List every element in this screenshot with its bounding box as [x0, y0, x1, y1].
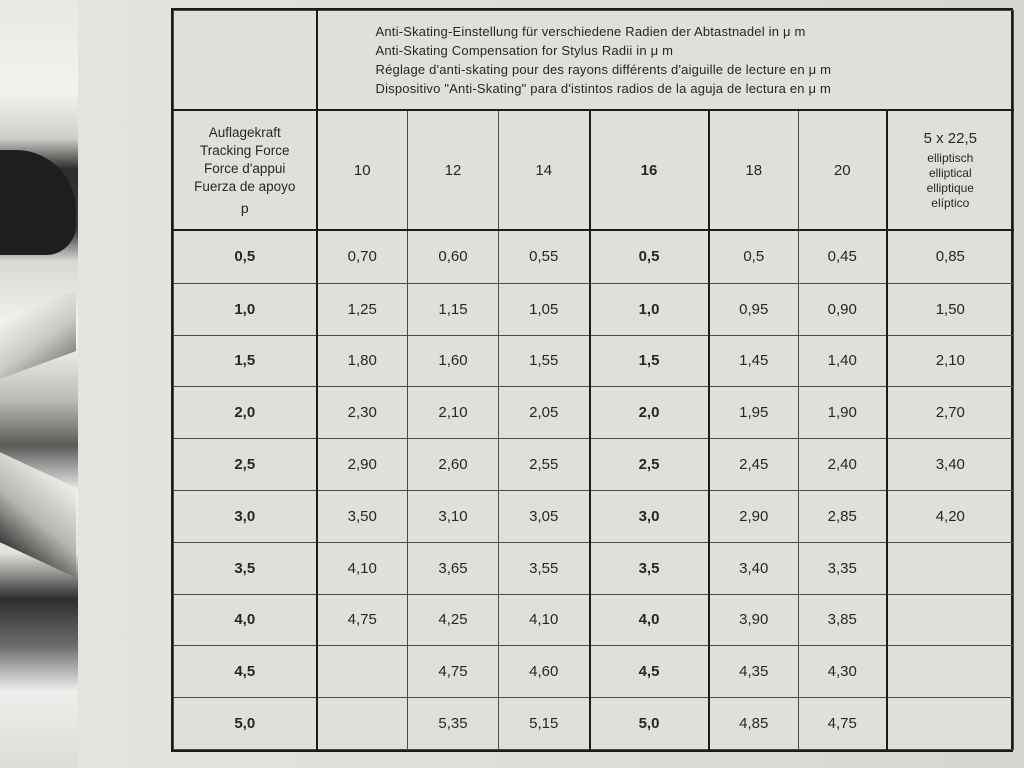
photo-highlight-shape: [0, 291, 76, 379]
table-title: [317, 11, 1014, 111]
anti-skating-grid: [173, 10, 1014, 750]
force-header-fr: Force d'appui: [204, 160, 286, 176]
value-cell: 3,90: [709, 594, 799, 646]
force-cell: 1,5: [174, 335, 317, 387]
value-cell: 2,90: [709, 490, 799, 542]
value-cell: 3,5: [590, 542, 709, 594]
value-cell: 3,10: [408, 490, 499, 542]
force-header-es: Fuerza de apoyo: [194, 178, 296, 194]
force-cell: 2,0: [174, 387, 317, 439]
table-row: [174, 594, 1014, 646]
value-cell: 0,45: [799, 230, 887, 283]
title-line-de: Anti-Skating-Einstellung für verschiedene Radien der Abtastnadel in μ m: [375, 24, 806, 39]
force-cell: 0,5: [174, 230, 317, 283]
value-cell: 4,60: [499, 646, 590, 698]
force-cell: 4,0: [174, 594, 317, 646]
force-header-en: Tracking Force: [199, 142, 290, 158]
value-cell: 0,60: [408, 230, 499, 283]
elliptical-label-en: elliptical: [928, 165, 972, 180]
anti-skating-table: [171, 8, 1013, 752]
value-cell: 4,0: [590, 594, 709, 646]
value-cell: 0,90: [799, 283, 887, 335]
value-cell: 0,95: [709, 283, 799, 335]
value-cell: 2,0: [590, 387, 709, 439]
value-cell: 1,0: [590, 283, 709, 335]
title-line-es: Dispositivo "Anti-Skating" para d'istintos radios de la aguja de lectura en μ m: [375, 81, 832, 96]
value-cell: 2,05: [499, 387, 590, 439]
value-cell: 2,55: [499, 439, 590, 491]
value-cell: 3,55: [499, 542, 590, 594]
value-cell: 2,70: [887, 387, 1014, 439]
value-cell: 4,10: [499, 594, 590, 646]
elliptical-header: [887, 110, 1014, 230]
value-cell: 3,35: [799, 542, 887, 594]
value-cell: 1,90: [799, 387, 887, 439]
value-cell: 1,5: [590, 335, 709, 387]
corner-cell: [174, 11, 317, 111]
value-cell: 1,40: [799, 335, 887, 387]
value-cell: 4,75: [799, 698, 887, 750]
elliptical-label-es: elíptico: [931, 195, 970, 210]
elliptical-size: 5 x 22,5: [923, 129, 977, 147]
value-cell: [887, 594, 1014, 646]
elliptical-label-de: elliptisch: [927, 150, 974, 165]
force-cell: 4,5: [174, 646, 317, 698]
radius-header-14: 14: [499, 110, 590, 230]
value-cell: [887, 698, 1014, 750]
value-cell: 1,45: [709, 335, 799, 387]
table-row: [174, 646, 1014, 698]
printed-page: [78, 0, 1024, 768]
value-cell: 3,40: [887, 439, 1014, 491]
value-cell: 1,95: [709, 387, 799, 439]
value-cell: 4,75: [408, 646, 499, 698]
radius-header-10: 10: [317, 110, 408, 230]
value-cell: [887, 646, 1014, 698]
radius-header-16: 16: [590, 110, 709, 230]
table-row: [174, 439, 1014, 491]
value-cell: 3,85: [799, 594, 887, 646]
value-cell: 1,60: [408, 335, 499, 387]
table-row: [174, 542, 1014, 594]
elliptical-label-fr: elliptique: [926, 180, 974, 195]
table-row: [174, 387, 1014, 439]
value-cell: 3,65: [408, 542, 499, 594]
value-cell: 5,35: [408, 698, 499, 750]
title-row: [174, 11, 1014, 111]
value-cell: 2,40: [799, 439, 887, 491]
table-row: [174, 490, 1014, 542]
value-cell: 1,80: [317, 335, 408, 387]
value-cell: 1,25: [317, 283, 408, 335]
value-cell: 1,50: [887, 283, 1014, 335]
value-cell: 2,60: [408, 439, 499, 491]
force-cell: 2,5: [174, 439, 317, 491]
photo-highlight-shape: [0, 452, 76, 577]
value-cell: 5,0: [590, 698, 709, 750]
force-cell: 1,0: [174, 283, 317, 335]
force-cell: 3,5: [174, 542, 317, 594]
value-cell: 0,5: [590, 230, 709, 283]
radius-header-18: 18: [709, 110, 799, 230]
value-cell: 4,75: [317, 594, 408, 646]
table-row: [174, 230, 1014, 283]
force-header-de: Auflagekraft: [208, 124, 281, 140]
force-cell: 5,0: [174, 698, 317, 750]
tracking-force-header: [174, 110, 317, 230]
value-cell: 0,55: [499, 230, 590, 283]
force-unit: p: [240, 199, 249, 216]
title-line-en: Anti-Skating Compensation for Stylus Radii in μ m: [375, 43, 674, 58]
value-cell: 3,0: [590, 490, 709, 542]
radius-header-12: 12: [408, 110, 499, 230]
value-cell: 2,30: [317, 387, 408, 439]
value-cell: 3,05: [499, 490, 590, 542]
title-line-fr: Réglage d'anti-skating pour des rayons différents d'aiguille de lecture en μ m: [375, 62, 832, 77]
column-header-row: [174, 110, 1014, 230]
value-cell: [317, 698, 408, 750]
radius-header-20: 20: [799, 110, 887, 230]
value-cell: 1,55: [499, 335, 590, 387]
value-cell: 2,85: [799, 490, 887, 542]
value-cell: 2,5: [590, 439, 709, 491]
value-cell: [887, 542, 1014, 594]
value-cell: 4,20: [887, 490, 1014, 542]
value-cell: 1,15: [408, 283, 499, 335]
value-cell: 4,10: [317, 542, 408, 594]
value-cell: 2,90: [317, 439, 408, 491]
value-cell: [317, 646, 408, 698]
value-cell: 4,30: [799, 646, 887, 698]
value-cell: 3,50: [317, 490, 408, 542]
value-cell: 1,05: [499, 283, 590, 335]
value-cell: 4,5: [590, 646, 709, 698]
value-cell: 3,40: [709, 542, 799, 594]
table-row: [174, 698, 1014, 750]
value-cell: 5,15: [499, 698, 590, 750]
force-cell: 3,0: [174, 490, 317, 542]
background-photo: [0, 0, 78, 768]
value-cell: 4,25: [408, 594, 499, 646]
value-cell: 2,10: [887, 335, 1014, 387]
value-cell: 2,10: [408, 387, 499, 439]
value-cell: 4,35: [709, 646, 799, 698]
value-cell: 4,85: [709, 698, 799, 750]
value-cell: 0,70: [317, 230, 408, 283]
table-row: [174, 283, 1014, 335]
value-cell: 0,5: [709, 230, 799, 283]
photo-shadow-shape: [0, 150, 76, 255]
value-cell: 0,85: [887, 230, 1014, 283]
value-cell: 2,45: [709, 439, 799, 491]
table-row: [174, 335, 1014, 387]
